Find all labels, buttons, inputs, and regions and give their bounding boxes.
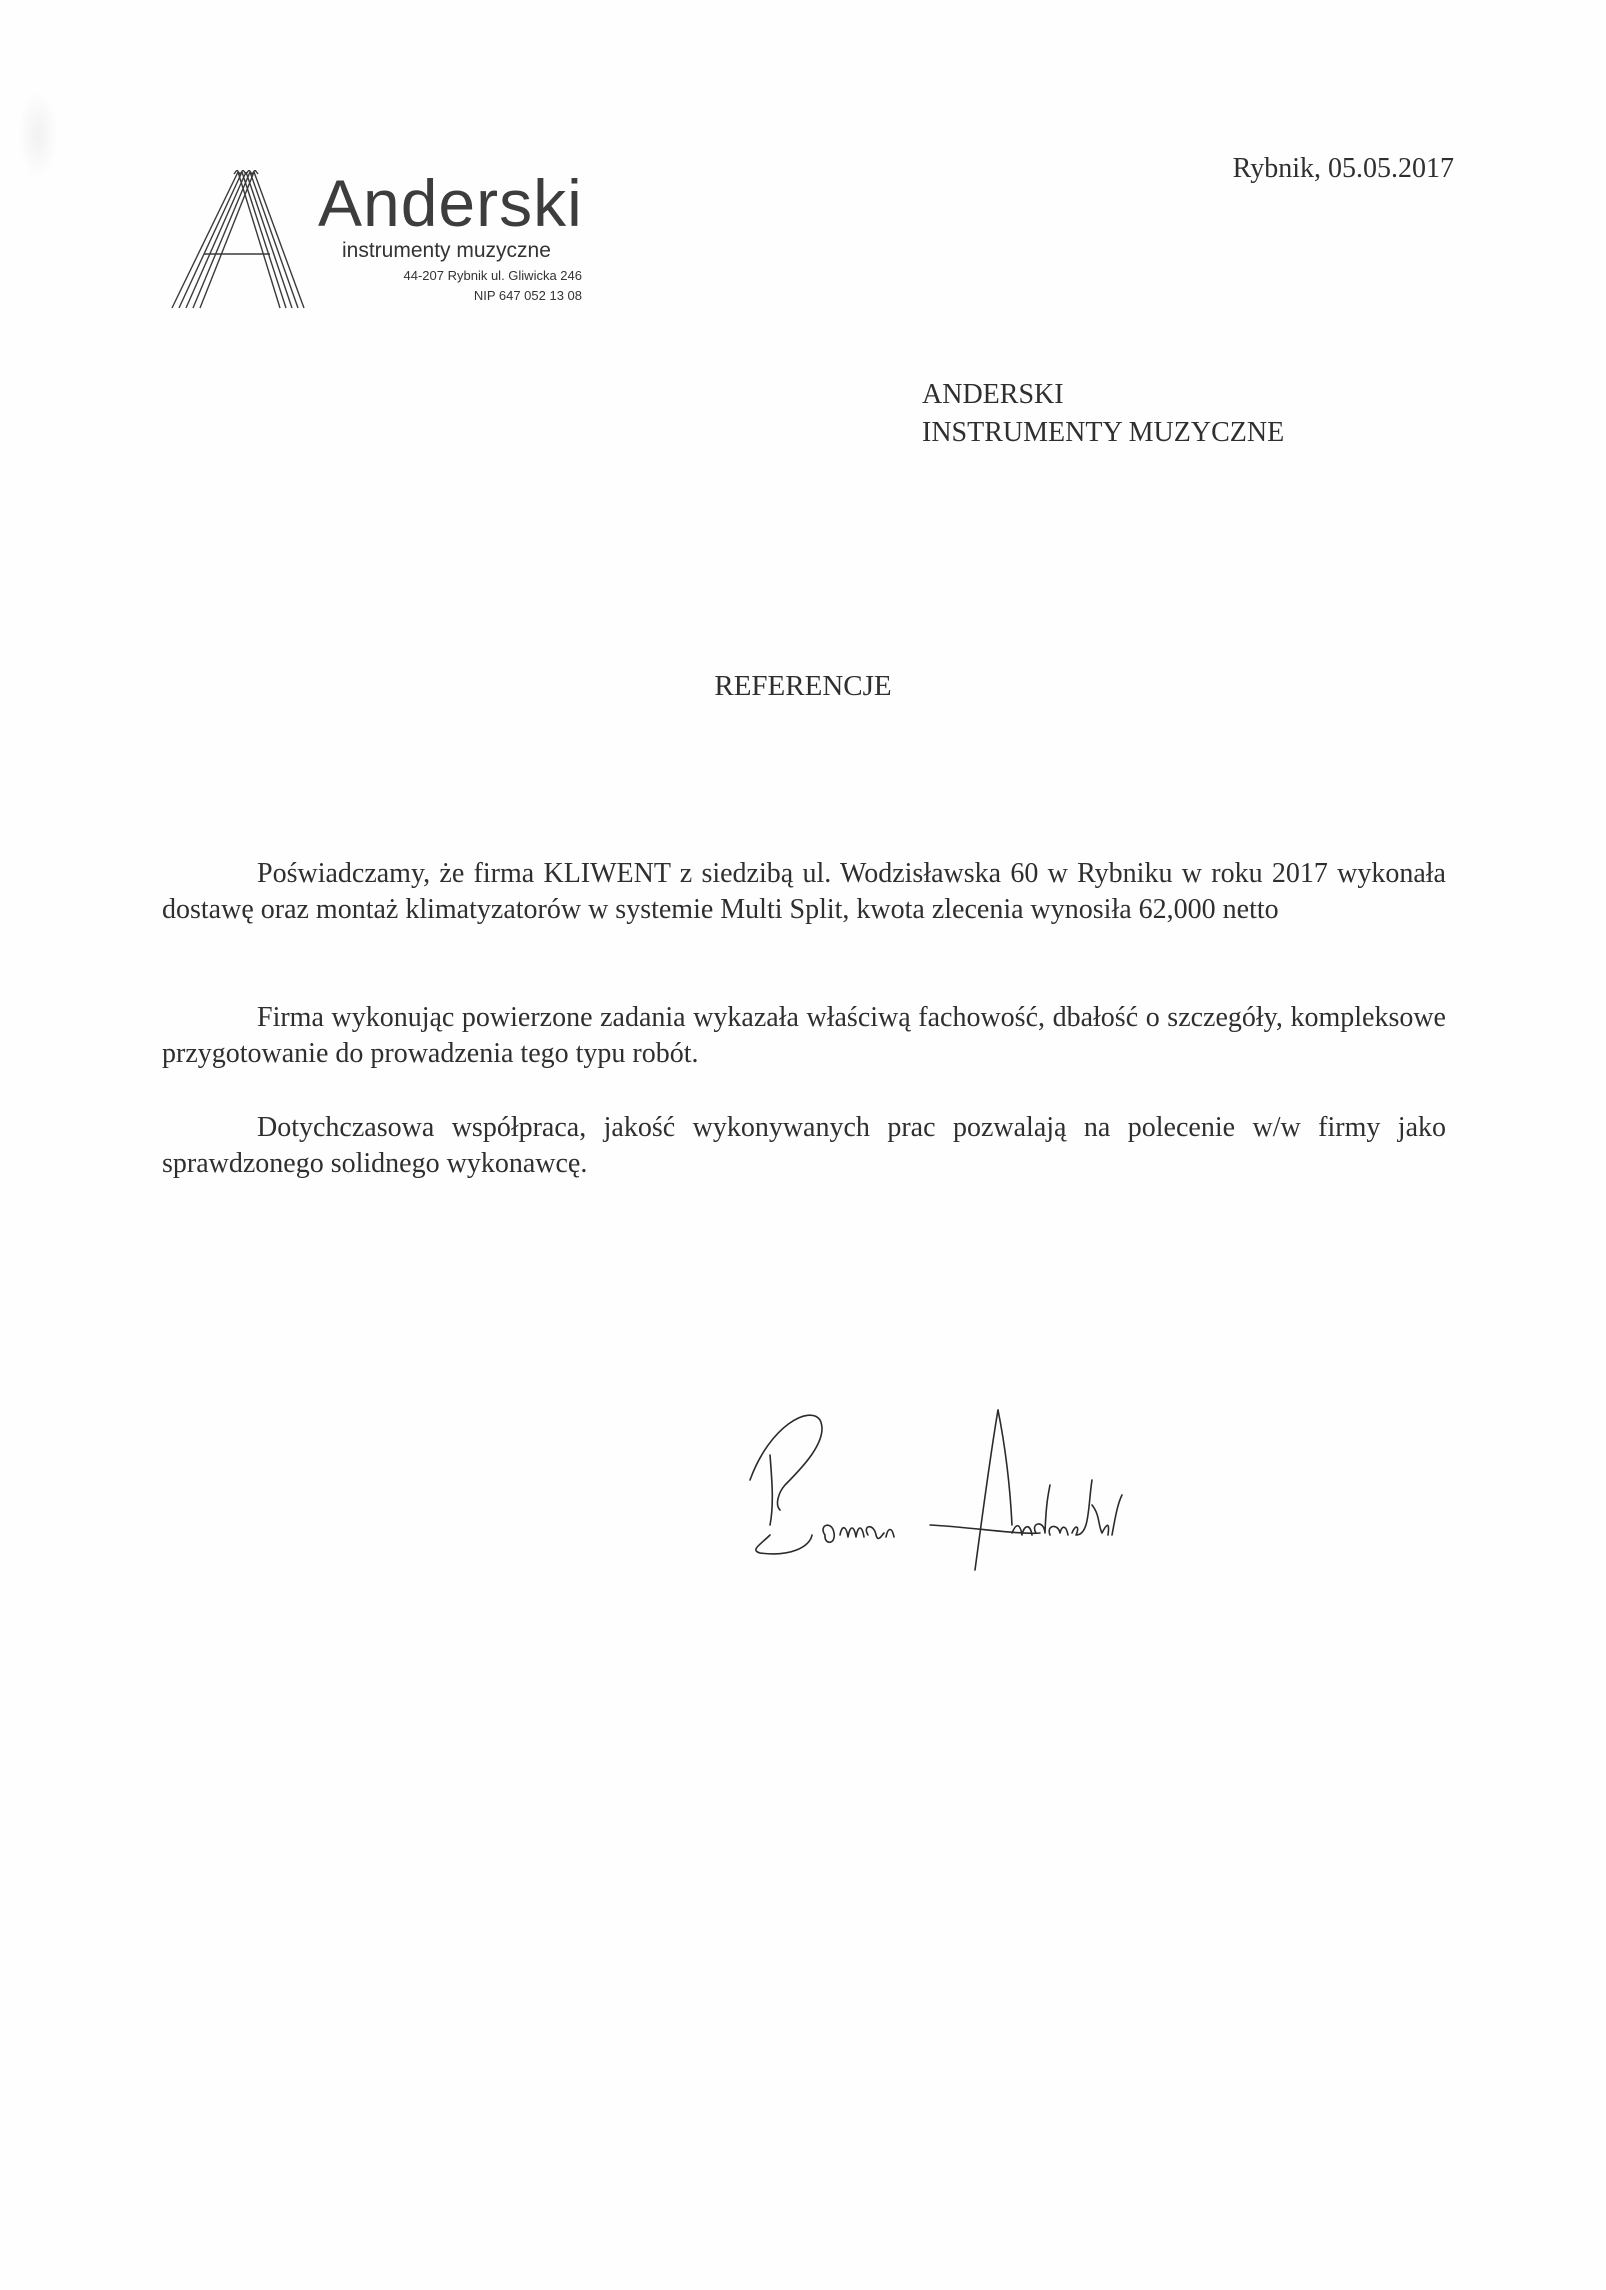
logo-nip: NIP 647 052 13 08 xyxy=(473,288,582,303)
paragraph-1 xyxy=(162,856,1446,928)
paragraph-2 xyxy=(162,1000,1446,1072)
logo-address: 44-207 Rybnik ul. Gliwicka 246 xyxy=(403,268,582,283)
recipient-block xyxy=(922,376,1284,452)
recipient-line-2: INSTRUMENTY MUZYCZNE xyxy=(922,417,1285,448)
paragraph-3 xyxy=(162,1110,1446,1182)
scan-smudge xyxy=(18,90,58,180)
document-title: REFERENCJE xyxy=(714,670,892,702)
paragraph-text: Dotychczasowa współpraca, jakość wykonywanych prac pozwalają na polecenie w/w firmy jako sprawdzonego solidnego wykonawcę. xyxy=(162,1112,1446,1179)
logo-company-name: Anderski xyxy=(318,166,583,240)
logo-tagline: instrumenty muzyczne xyxy=(342,239,551,262)
letter-date: Rybnik, 05.05.2017 xyxy=(1232,153,1454,184)
logo-address-block xyxy=(320,266,582,306)
paragraph-text: Poświadczamy, że firma KLIWENT z siedzibą ul. Wodzisławska 60 w Rybniku w roku 2017 wykonała dostawę oraz montaż klimatyzatorów w systemie Multi Split, kwota zlecenia wynosiła 62,000 netto xyxy=(162,858,1446,925)
paragraph-text: Firma wykonując powierzone zadania wykazała właściwą fachowość, dbałość o szczegóły, kompleksowe przygotowanie do prowadzenia tego typu robót. xyxy=(162,1002,1446,1069)
anderski-logo-icon xyxy=(170,170,325,310)
handwritten-signature xyxy=(730,1385,1180,1595)
recipient-line-1: ANDERSKI xyxy=(922,379,1064,410)
company-logo xyxy=(170,166,590,320)
